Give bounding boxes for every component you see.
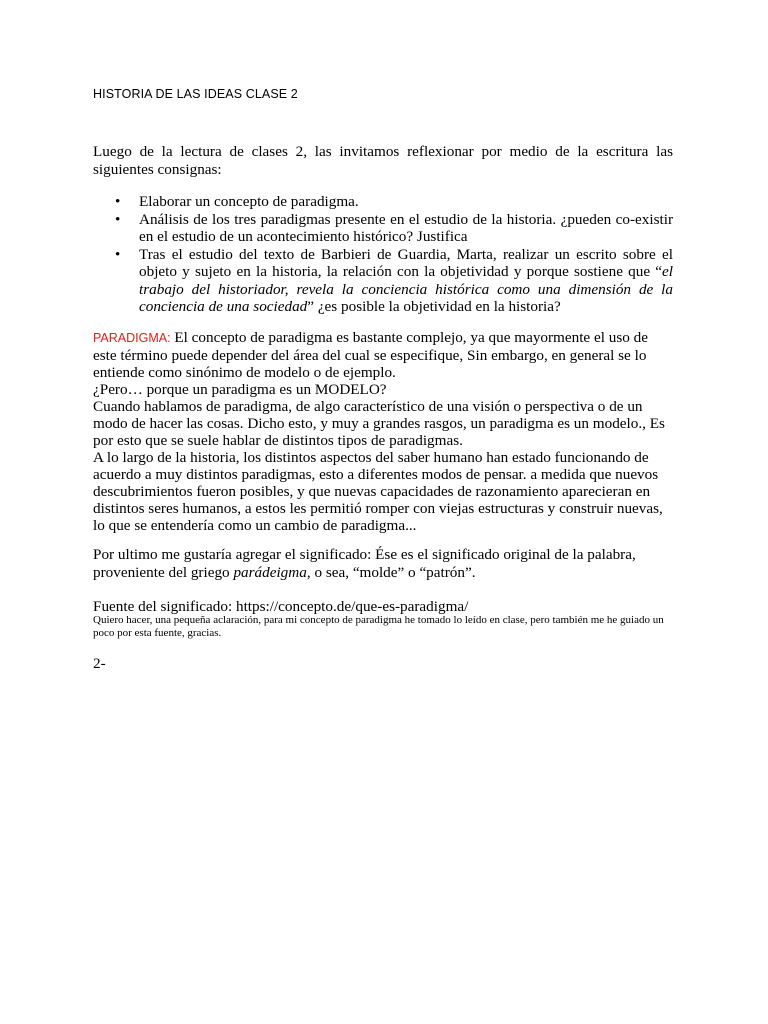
list-item-text: Elaborar un concepto de paradigma. — [139, 193, 359, 210]
assignment-list — [93, 193, 673, 316]
document-title: HISTORIA DE LAS IDEAS CLASE 2 — [93, 87, 298, 101]
source-line: Fuente del significado: https://concepto.de/que-es-paradigma/ — [93, 598, 469, 615]
list-item — [93, 211, 673, 246]
closing-text-end: , o sea, “molde” o “patrón”. — [306, 564, 476, 581]
intro-paragraph: Luego de la lectura de clases 2, las invitamos reflexionar por medio de la escritura las siguientes consignas: — [93, 143, 673, 178]
bullet-marker: • — [115, 210, 121, 228]
paradigm-answer — [93, 329, 673, 534]
section-number: 2- — [93, 655, 106, 672]
paradigm-label: PARADIGMA: — [93, 331, 171, 345]
quoted-text: el trabajo del historiador, revela la conciencia histórica como una dimensión de la conciencia de una sociedad — [139, 263, 673, 315]
list-item — [93, 193, 673, 211]
greek-word: parádeigma — [233, 564, 307, 581]
answer-line: El concepto de paradigma es bastante complejo, ya que mayormente el uso de este término puede depender del área del cual se especifique, Sin embargo, en general se lo entiende como sinónimo de modelo o de ejemplo. — [93, 329, 648, 381]
answer-line: Cuando hablamos de paradigma, de algo característico de una visión o perspectiva o de un modo de hacer las cosas. Dicho esto, y muy a grandes rasgos, un paradigma es un modelo., Es por esto que se suele hablar de distintos tipos de paradigmas. — [93, 398, 665, 449]
list-item-text: Tras el estudio del texto de Barbieri de Guardia, Marta, realizar un escrito sobre el objeto y sujeto en la historia, la relación con la objetividad y porque sostiene que “ — [139, 245, 673, 280]
closing-text: Por ultimo me gustaría agregar el significado: Ése es el significado original de la palabra, proveniente del griego — [93, 546, 636, 581]
list-item-text: Análisis de los tres paradigmas presente en el estudio de la historia. ¿pueden co-existir en el estudio de un acontecimiento histórico? Justifica — [139, 210, 673, 245]
clarification-note: Quiero hacer, una pequeña aclaración, para mi concepto de paradigma he tomado lo leído en clase, pero también me he guiado un poco por esta fuente, gracias. — [93, 614, 664, 639]
bullet-marker: • — [115, 193, 121, 210]
closing-paragraph — [93, 546, 673, 582]
list-item — [93, 246, 673, 316]
bullet-marker: • — [115, 245, 121, 263]
list-item-text-end: ” ¿es posible la objetividad en la historia? — [307, 298, 561, 315]
answer-line: A lo largo de la historia, los distintos aspectos del saber humano han estado funcionando de acuerdo a muy distintos paradigmas, esto a diferentes modos de pensar. a medida que nuevos descubrimientos fueron posibles, y que nuevas capacidades de razonamiento aparecieran en distintos seres humanos, a estos les permitió romper con viejas estructuras y construir nuevas, lo que se entendería como un cambio de paradigma... — [93, 449, 663, 534]
answer-line: ¿Pero… porque un paradigma es un MODELO? — [93, 381, 387, 398]
